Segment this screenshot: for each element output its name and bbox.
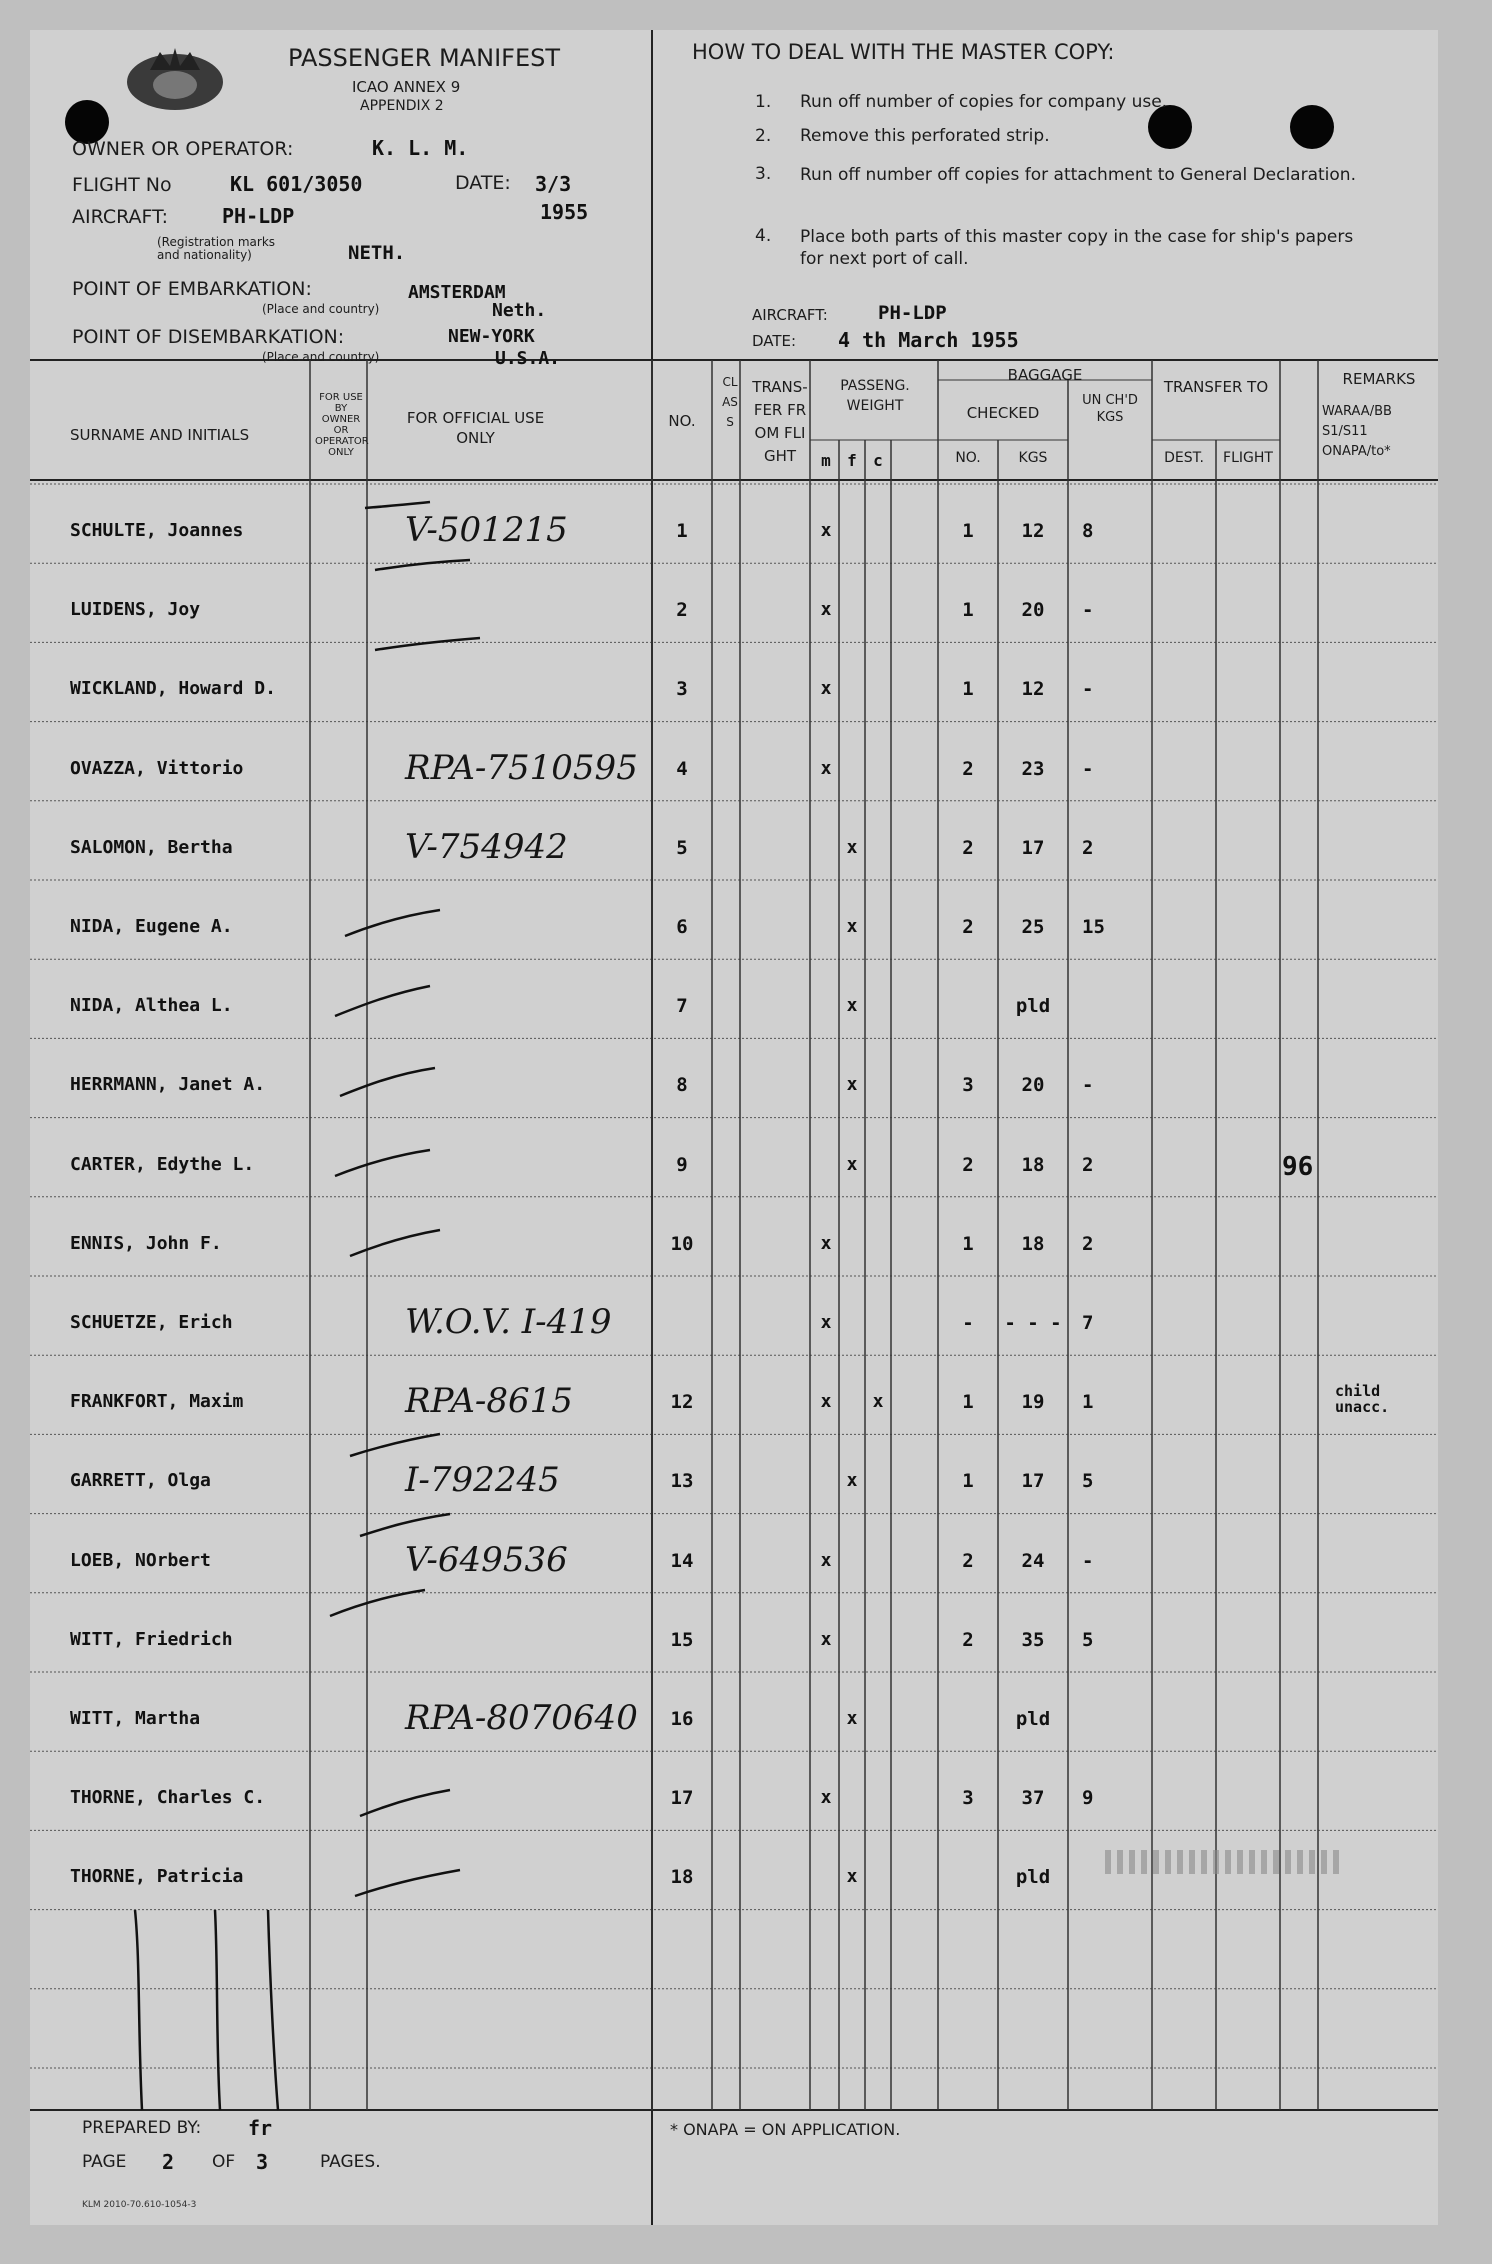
baggage-count: 1 bbox=[962, 1232, 974, 1255]
aircraft-value-right: PH-LDP bbox=[878, 302, 947, 324]
unchecked-kgs: - bbox=[1082, 678, 1094, 701]
table-row bbox=[30, 1751, 1438, 1830]
baggage-kgs: 20 bbox=[1021, 1074, 1045, 1097]
passenger-number: 13 bbox=[670, 1470, 694, 1493]
date-value-right: 4 th March 1955 bbox=[838, 328, 1019, 352]
col-header-transfer-to: TRANSFER TO bbox=[1163, 378, 1269, 396]
passenger-name: WITT, Martha bbox=[70, 1708, 201, 1729]
passenger-number: 12 bbox=[670, 1391, 694, 1414]
passenger-name: OVAZZA, Vittorio bbox=[70, 757, 244, 779]
passenger-name: CARTER, Edythe L. bbox=[70, 1153, 255, 1175]
table-row bbox=[30, 1593, 1438, 1672]
weight-m: x bbox=[820, 1628, 832, 1650]
unchecked-kgs: 1 bbox=[1082, 1391, 1094, 1414]
baggage-count: - bbox=[962, 1312, 974, 1334]
table-row bbox=[30, 880, 1438, 959]
passenger-name: THORNE, Charles C. bbox=[70, 1787, 266, 1809]
passenger-name: LOEB, NOrbert bbox=[70, 1549, 211, 1571]
passenger-number: 16 bbox=[670, 1708, 694, 1730]
col-header-kgs: KGS bbox=[1018, 450, 1048, 466]
unchecked-kgs: - bbox=[1082, 757, 1094, 780]
date-label-right: DATE: bbox=[752, 332, 797, 350]
official-number: I-792245 bbox=[405, 1460, 560, 1501]
col-header-official: FOR OFFICIAL USE ONLY bbox=[406, 409, 545, 447]
passenger-number: 14 bbox=[670, 1549, 694, 1572]
col-header-surname: SURNAME AND INITIALS bbox=[70, 426, 250, 444]
unchecked-kgs: 7 bbox=[1082, 1312, 1094, 1334]
embarkation-label: POINT OF EMBARKATION: bbox=[72, 278, 312, 300]
weight-f: x bbox=[846, 1470, 858, 1492]
page-label: PAGE bbox=[82, 2152, 127, 2172]
weight-f: x bbox=[846, 836, 858, 858]
passenger-number: 15 bbox=[670, 1628, 694, 1651]
col-header-remarks: REMARKS bbox=[1342, 370, 1416, 388]
baggage-kgs: 17 bbox=[1021, 1470, 1045, 1493]
baggage-count: 1 bbox=[962, 1470, 974, 1493]
col-header-owner-use: FOR USE BY OWNER OR OPERATOR ONLY bbox=[315, 392, 369, 458]
passenger-number: 10 bbox=[670, 1232, 694, 1255]
klm-crown-logo bbox=[120, 40, 230, 120]
table-row bbox=[30, 1514, 1438, 1593]
passenger-number: 6 bbox=[676, 916, 688, 938]
baggage-kgs: pld bbox=[1015, 1866, 1051, 1889]
passenger-name: HERRMANN, Janet A. bbox=[70, 1074, 266, 1096]
unchecked-kgs: 9 bbox=[1082, 1787, 1094, 1810]
baggage-count: 2 bbox=[962, 1549, 974, 1572]
nationality-value: NETH. bbox=[348, 242, 406, 264]
baggage-count: 2 bbox=[962, 1628, 974, 1651]
col-header-transfer-from: TRANS-FER FROM FLIGHT bbox=[752, 378, 808, 465]
manifest-sheet bbox=[30, 30, 1438, 2225]
form-subtitle: APPENDIX 2 bbox=[360, 98, 444, 114]
page-total: 3 bbox=[256, 2150, 269, 2174]
weight-f: x bbox=[846, 916, 858, 937]
baggage-count: 3 bbox=[962, 1074, 974, 1097]
baggage-count: 1 bbox=[962, 599, 974, 622]
baggage-kgs: 24 bbox=[1021, 1549, 1045, 1572]
official-number: V-754942 bbox=[405, 826, 568, 867]
table-row bbox=[30, 1038, 1438, 1117]
of-label: OF bbox=[212, 2152, 236, 2172]
passenger-name: GARRETT, Olga bbox=[70, 1470, 211, 1492]
table-row bbox=[30, 801, 1438, 880]
passenger-name: FRANKFORT, Maxim bbox=[70, 1391, 244, 1413]
step-item: 1. Run off number of copies for company use. bbox=[755, 92, 1168, 112]
date-value: 3/3 bbox=[535, 172, 572, 196]
aircraft-label-right: AIRCRAFT: bbox=[752, 306, 828, 324]
weight-m: x bbox=[820, 1787, 832, 1809]
table-row bbox=[30, 959, 1438, 1038]
place-note: (Place and country) bbox=[262, 302, 380, 316]
flight-label: FLIGHT No bbox=[72, 174, 172, 196]
official-number: W.O.V. I-419 bbox=[405, 1302, 612, 1342]
col-header-checked: CHECKED bbox=[966, 404, 1040, 422]
passenger-number: 5 bbox=[676, 836, 688, 859]
passenger-number: 7 bbox=[676, 995, 688, 1018]
weight-m: x bbox=[820, 1312, 832, 1333]
weight-m: x bbox=[820, 1232, 832, 1254]
weight-m: x bbox=[820, 1549, 832, 1571]
passenger-name: SCHUETZE, Erich bbox=[70, 1312, 233, 1333]
step-item: 4. Place both parts of this master copy in the case for ship's papers for next port of call. bbox=[755, 226, 1354, 269]
baggage-kgs: 37 bbox=[1021, 1787, 1045, 1810]
baggage-kgs: 12 bbox=[1021, 520, 1045, 542]
master-copy-title: HOW TO DEAL WITH THE MASTER COPY: bbox=[692, 40, 1115, 64]
owner-value: K. L. M. bbox=[372, 136, 469, 160]
form-subtitle: ICAO ANNEX 9 bbox=[352, 78, 461, 96]
step-item: 3. Run off number off copies for attachment to General Declaration. bbox=[755, 164, 1356, 185]
flight-value: KL 601/3050 bbox=[230, 172, 363, 196]
table-row bbox=[30, 1118, 1438, 1197]
table-row bbox=[30, 722, 1438, 801]
passenger-name: NIDA, Eugene A. bbox=[70, 916, 233, 937]
col-header-m: m bbox=[821, 451, 831, 470]
weight-f: x bbox=[846, 1074, 858, 1096]
official-number: RPA-7510595 bbox=[405, 747, 638, 788]
official-number: RPA-8070640 bbox=[405, 1698, 638, 1738]
passenger-name: LUIDENS, Joy bbox=[70, 599, 201, 621]
passenger-name: WICKLAND, Howard D. bbox=[70, 678, 276, 700]
unchecked-kgs: - bbox=[1082, 1549, 1094, 1572]
passenger-number: 1 bbox=[676, 520, 688, 542]
table-row bbox=[30, 1276, 1438, 1355]
baggage-kgs: - - - bbox=[1004, 1312, 1062, 1334]
passenger-number: 2 bbox=[676, 599, 688, 622]
baggage-kgs: 35 bbox=[1021, 1628, 1045, 1651]
col-header-f: f bbox=[847, 451, 857, 470]
table-row bbox=[30, 642, 1438, 721]
weight-f: x bbox=[846, 995, 858, 1017]
col-header-passeng-weight: PASSENG. WEIGHT bbox=[840, 378, 910, 414]
smudge-mark bbox=[1105, 1850, 1345, 1874]
prepared-by-value: fr bbox=[248, 2116, 273, 2140]
baggage-kgs: 20 bbox=[1021, 599, 1045, 622]
step-item: 2. Remove this perforated strip. bbox=[755, 126, 1050, 146]
official-number: V-501215 bbox=[405, 510, 568, 550]
form-title: PASSENGER MANIFEST bbox=[288, 44, 561, 72]
official-number: V-649536 bbox=[405, 1539, 568, 1580]
baggage-kgs: 17 bbox=[1021, 836, 1045, 859]
master-copy-steps bbox=[755, 92, 1395, 288]
table-row bbox=[30, 1434, 1438, 1513]
baggage-kgs: 18 bbox=[1021, 1153, 1045, 1176]
registration-note: (Registration marks and nationality) bbox=[157, 235, 276, 262]
baggage-kgs: pld bbox=[1015, 1708, 1051, 1730]
baggage-kgs: 12 bbox=[1021, 678, 1045, 701]
passenger-name: NIDA, Althea L. bbox=[70, 995, 233, 1017]
table-row bbox=[30, 1672, 1438, 1751]
baggage-count: 3 bbox=[962, 1787, 974, 1810]
pages-label: PAGES. bbox=[320, 2152, 381, 2172]
disembarkation-value: NEW-YORK bbox=[448, 326, 535, 347]
aircraft-label: AIRCRAFT: bbox=[72, 206, 169, 228]
passenger-number: 8 bbox=[676, 1074, 688, 1097]
weight-f: x bbox=[846, 1866, 858, 1888]
table-row bbox=[30, 484, 1438, 563]
passenger-name: ENNIS, John F. bbox=[70, 1232, 222, 1254]
col-header-remarks-sub: WARAA/BB S1/S11 ONAPA/to* bbox=[1322, 404, 1392, 459]
official-number: RPA-8615 bbox=[405, 1381, 573, 1422]
col-header-unchd: UN CH'D KGS bbox=[1082, 393, 1138, 425]
passenger-number: 4 bbox=[676, 757, 688, 780]
disembarkation-label: POINT OF DISEMBARKATION: bbox=[72, 326, 345, 348]
weight-c: x bbox=[872, 1391, 884, 1413]
table-row bbox=[30, 1197, 1438, 1276]
remarks: child unacc. bbox=[1335, 1382, 1390, 1417]
col-header-no: NO. bbox=[668, 412, 696, 430]
baggage-count: 1 bbox=[962, 678, 974, 701]
weight-f: x bbox=[846, 1153, 858, 1175]
disembarkation-country: U.S.A. bbox=[495, 348, 561, 369]
year-value: 1955 bbox=[540, 200, 589, 224]
table-row bbox=[30, 1355, 1438, 1434]
passenger-name: SALOMON, Bertha bbox=[70, 836, 233, 858]
table-row bbox=[30, 563, 1438, 642]
unchecked-kgs: 5 bbox=[1082, 1470, 1094, 1493]
col-header-class: CLASS bbox=[722, 375, 738, 429]
baggage-count: 1 bbox=[962, 1391, 974, 1414]
aircraft-value: PH-LDP bbox=[222, 204, 295, 228]
baggage-kgs: 25 bbox=[1021, 916, 1045, 938]
unchecked-kgs: 15 bbox=[1082, 916, 1105, 938]
unchecked-kgs: - bbox=[1082, 599, 1094, 622]
place-note: (Place and country) bbox=[262, 350, 380, 364]
embarkation-value: AMSTERDAM bbox=[408, 282, 506, 303]
col-header-flight: FLIGHT bbox=[1223, 450, 1273, 466]
passenger-number: 9 bbox=[676, 1153, 688, 1176]
weight-m: x bbox=[820, 520, 832, 541]
prepared-by-label: PREPARED BY: bbox=[82, 2118, 202, 2138]
weight-m: x bbox=[820, 678, 832, 700]
weight-m: x bbox=[820, 599, 832, 621]
weight-m: x bbox=[820, 757, 832, 779]
owner-label: OWNER OR OPERATOR: bbox=[72, 138, 294, 160]
passenger-number: 3 bbox=[676, 678, 688, 701]
unchecked-kgs: 2 bbox=[1082, 1232, 1094, 1255]
col-header-bag-no: NO. bbox=[955, 450, 981, 466]
passenger-number: 18 bbox=[670, 1866, 694, 1889]
baggage-kgs: 23 bbox=[1021, 757, 1045, 780]
weight-m: x bbox=[820, 1391, 832, 1413]
passenger-number: 17 bbox=[670, 1787, 694, 1810]
weight-f: x bbox=[846, 1708, 858, 1729]
baggage-kgs: 18 bbox=[1021, 1232, 1045, 1255]
baggage-count: 2 bbox=[962, 916, 974, 938]
unchecked-kgs: 5 bbox=[1082, 1628, 1094, 1651]
unchecked-kgs: 8 bbox=[1082, 520, 1094, 542]
baggage-count: 2 bbox=[962, 1153, 974, 1176]
onapa-note: * ONAPA = ON APPLICATION. bbox=[670, 2120, 901, 2139]
col-header-c: c bbox=[873, 451, 883, 470]
baggage-count: 2 bbox=[962, 757, 974, 780]
unchecked-kgs: - bbox=[1082, 1074, 1094, 1097]
stray-mark: 96 bbox=[1282, 1152, 1314, 1182]
date-label: DATE: bbox=[455, 172, 511, 194]
embarkation-country: Neth. bbox=[492, 300, 547, 321]
col-header-baggage: BAGGAGE bbox=[1007, 366, 1083, 384]
baggage-kgs: 19 bbox=[1021, 1391, 1045, 1414]
passenger-name: WITT, Friedrich bbox=[70, 1628, 233, 1650]
baggage-count: 1 bbox=[962, 520, 974, 542]
unchecked-kgs: 2 bbox=[1082, 1153, 1094, 1176]
unchecked-kgs: 2 bbox=[1082, 836, 1094, 859]
print-code: KLM 2010-70.610-1054-3 bbox=[82, 2200, 197, 2210]
baggage-kgs: pld bbox=[1015, 995, 1051, 1018]
col-header-dest: DEST. bbox=[1164, 450, 1204, 466]
passenger-name: SCHULTE, Joannes bbox=[70, 520, 244, 541]
baggage-count: 2 bbox=[962, 836, 974, 859]
passenger-name: THORNE, Patricia bbox=[70, 1866, 244, 1888]
page-number: 2 bbox=[162, 2150, 175, 2174]
